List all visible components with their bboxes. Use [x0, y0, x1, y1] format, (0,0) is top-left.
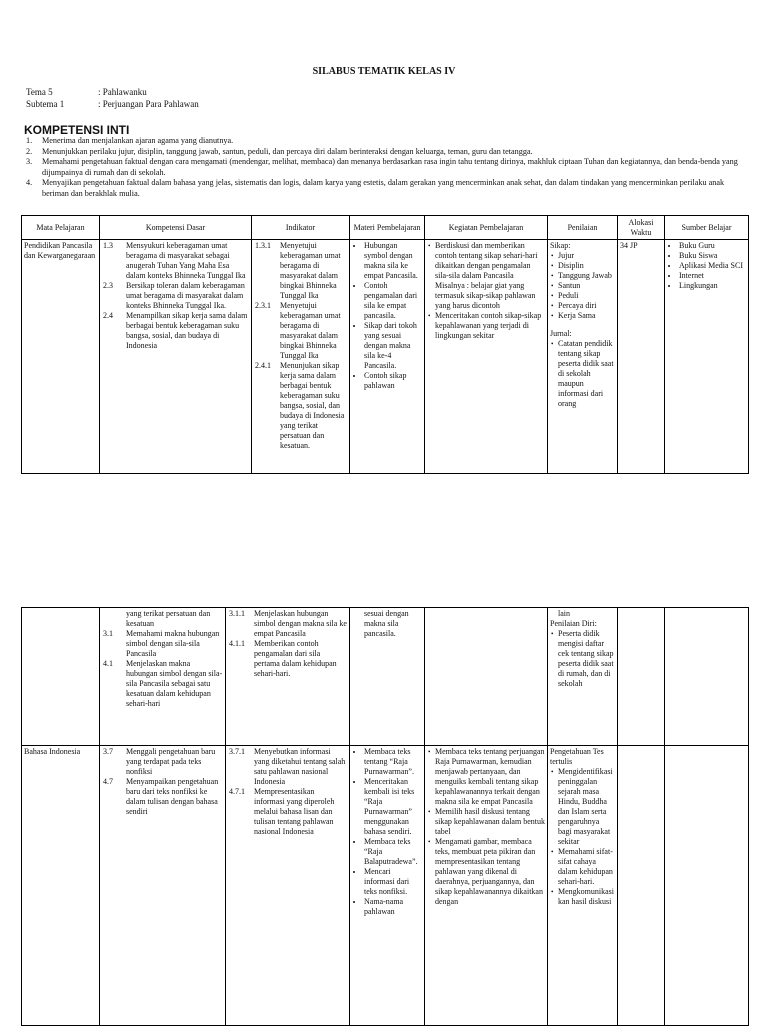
cell-kegiatan: [425, 746, 548, 1026]
header-sumber: Sumber Belajar: [665, 216, 749, 240]
cell-mapel: [22, 608, 100, 746]
ki-text: Memahami pengetahuan faktual dengan cara mengamati (mendengar, melihat, membaca) dan menanya berdasarkan rasa ingin tahu tentang dirinya, makhluk ciptaan Tuhan dan kegiatannya, dan benda-benda yang dijumpainya di rumah dan di sekolah.: [42, 157, 738, 177]
cell-materi: [350, 746, 425, 1026]
sumber-item: • Buku Siswa: [679, 251, 746, 261]
meta-tema: [26, 87, 147, 97]
penilaian-diri-label: Penilaian Diri:: [550, 619, 597, 628]
indikator-item: [254, 301, 347, 361]
ki-text: Menerima dan menjalankan ajaran agama yang dianutnya.: [42, 136, 234, 145]
header-kompetensi-dasar: Kompetensi Dasar: [100, 216, 252, 240]
cell-penilaian: [548, 746, 618, 1026]
materi-item: • Hubungan symbol dengan makna sila ke empat Pancasila.: [364, 241, 422, 281]
materi-item: • Menceritakan kembali isi teks “Raja Purnawarman” menggunakan bahasa sendiri.: [364, 777, 422, 837]
sumber-item: • Buku Guru: [679, 241, 746, 251]
indikator-code: 2.4.1: [255, 361, 271, 370]
cell-alokasi: [618, 608, 665, 746]
kegiatan-item: • Berdiskusi dan memberikan contoh tentang sikap sehari-hari dikaitkan dengan pengamalan sila-sila dalam Pancasila Misalnya : belajar giat yang termasuk sikap-sikap pahlawan yang harus dicontoh: [435, 241, 545, 311]
kd-item: [102, 311, 249, 351]
ki-list: [26, 136, 744, 199]
header-indikator: Indikator: [252, 216, 350, 240]
header-penilaian: Penilaian: [548, 216, 618, 240]
indikator-text: Menjelaskan hubungan simbol dengan makna sila ke empat Pancasila: [254, 609, 347, 638]
penilaian-jurnal-list: [550, 339, 615, 409]
indikator-item: [228, 609, 347, 639]
meta-subtema: [26, 99, 199, 109]
penilaian-item: • Mengkomunikasikan hasil diskusi: [558, 887, 615, 907]
sumber-item: • Lingkungan: [679, 281, 746, 291]
cell-kd: [100, 608, 226, 746]
silabus-table-page-2: [21, 607, 749, 1026]
kegiatan-item: • Membaca teks tentang perjuangan Raja Purnawarman, kemudian menjawab pertanyaan, dan menguiks kembali tentang sikap kepahlawanannya terkait dengan makna sila ke empat Pancasila: [435, 747, 545, 807]
ki-number: 4.: [26, 178, 33, 187]
indikator-code: 3.1.1: [229, 609, 245, 618]
header-mata-pelajaran: Mata Pelajaran: [22, 216, 100, 240]
kd-code: 1.3: [103, 241, 113, 250]
kd-continued: yang terikat persatuan dan kesatuan: [126, 609, 211, 628]
cell-kd: [100, 746, 226, 1026]
indikator-code: 3.7.1: [229, 747, 245, 756]
meta-subtema-value: : Perjuangan Para Pahlawan: [98, 99, 199, 109]
kd-item: [102, 241, 249, 281]
kd-text: Menjelaskan makna hubungan simbol dengan sila-sila Pancasila sebagai satu kesatuan dalam kehidupan sehari-hari: [126, 659, 223, 708]
materi-item: • Contoh pengamalan dari sila ke empat pancasila.: [364, 281, 422, 321]
kd-code: 3.1: [103, 629, 113, 638]
materi-item: • Membaca teks “Raja Balaputradewa”.: [364, 837, 422, 867]
table-row-bahasa-indonesia: [22, 746, 749, 1026]
cell-alokasi: [618, 746, 665, 1026]
materi-list: [352, 241, 422, 391]
ki-item: [26, 178, 744, 199]
penilaian-pengetahuan-label: Pengetahuan Tes tertulis: [550, 747, 604, 766]
cell-indikator: [252, 240, 350, 474]
indikator-text: Mempresentasikan informasi yang diperoleh melalui bahasa lisan dan tulisan tentang pahlawan nasional Indonesia: [254, 787, 335, 836]
table-row-ppkn-cont: [22, 608, 749, 746]
penilaian-item: • Tanggung Jawab: [558, 271, 615, 281]
kd-text: Menggali pengetahuan baru yang terdapat pada teks nonfiksi: [126, 747, 216, 776]
cell-indikator: [226, 746, 350, 1026]
materi-item: • Sikap dari tokoh yang sesuai dengan makna sila ke-4 Pancasila.: [364, 321, 422, 371]
kd-code: 3.7: [103, 747, 113, 756]
penilaian-item: • Catatan pendidik tentang sikap peserta didik saat di sekolah maupun informasi dari orang: [558, 339, 615, 409]
kd-item: [102, 777, 223, 817]
kd-item: [102, 659, 223, 709]
ki-heading: KOMPETENSI INTI: [24, 123, 130, 137]
ki-item: [26, 136, 744, 147]
materi-item: • Contoh sikap pahlawan: [364, 371, 422, 391]
kegiatan-list: [427, 747, 545, 907]
meta-tema-value: : Pahlawanku: [98, 87, 147, 97]
materi-item: • Mencari informasi dari teks nonfiksi.: [364, 867, 422, 897]
cell-sumber: [665, 746, 749, 1026]
cell-kd: [100, 240, 252, 474]
ki-number: 2.: [26, 146, 33, 156]
materi-item: • Nama-nama pahlawan: [364, 897, 422, 917]
cell-indikator: [226, 608, 350, 746]
kegiatan-item: • Mengamati gambar, membaca teks, membuat peta pikiran dan mempresentasikan tentang pahlawan yang dikenal di daerahnya, perjuangannya, dan sikap kepahlawanannya dikaitkan dengan: [435, 837, 545, 907]
materi-list: [352, 747, 422, 917]
indikator-text: Menyebutkan informasi yang diketahui tentang salah satu pahlawan nasional Indonesia: [254, 747, 346, 786]
table-header-row: [22, 216, 749, 240]
penilaian-item: • Peduli: [558, 291, 615, 301]
kd-text: Bersikap toleran dalam keberagaman umat beragama di masyarakat dalam konteks Bhinneka Tunggal Ika.: [126, 281, 245, 310]
kegiatan-item: • Memilih hasil diskusi tentang sikap kepahlawanan dalam bentuk tabel: [435, 807, 545, 837]
ki-item: [26, 147, 744, 158]
penilaian-pengetahuan-list: [550, 767, 615, 907]
indikator-text: Memberikan contoh pengamalan dari sila pertama dalam kehidupan sehari-hari.: [254, 639, 337, 678]
penilaian-item: • Jujur: [558, 251, 615, 261]
kd-code: 2.3: [103, 281, 113, 290]
indikator-code: 4.7.1: [229, 787, 245, 796]
penilaian-sikap-label: Sikap:: [550, 241, 571, 250]
kd-text: Memahami makna hubungan simbol dengan sila-sila Pancasila: [126, 629, 220, 658]
meta-subtema-label: Subtema 1: [26, 99, 65, 109]
sumber-item: • Aplikasi Media SCI: [679, 261, 746, 271]
penilaian-item: • Peserta didik mengisi daftar cek tentang sikap peserta didik saat di rumah, dan di sekolah: [558, 629, 615, 689]
cell-materi: [350, 240, 425, 474]
indikator-item: [228, 639, 347, 679]
kd-text: Mensyukuri keberagaman umat beragama di masyarakat sebagai anugerah Tuhan Yang Maha Esa dalam konteks Bhinneka Tunggal Ika: [126, 241, 246, 280]
penilaian-continued: lain: [558, 609, 570, 618]
cell-alokasi: 34 JP: [618, 240, 665, 474]
cell-penilaian: [548, 240, 618, 474]
kd-text: Menyampaikan pengetahuan baru dari teks nonfiksi ke dalam tulisan dengan bahasa sendiri: [126, 777, 219, 816]
indikator-code: 1.3.1: [255, 241, 271, 250]
indikator-text: Menyetujui keberagaman umat beragama di masyarakat dalam bingkai Bhinneka Tunggal Ika: [280, 241, 341, 300]
indikator-text: Menyetujui keberagaman umat beragama di masyarakat dalam bingkai Bhinneka Tunggal Ika: [280, 301, 341, 360]
meta-tema-label: Tema 5: [26, 87, 53, 97]
penilaian-item: • Memahami sifat-sifat cahaya dalam kehidupan sehari-hari.: [558, 847, 615, 887]
kd-code: 4.7: [103, 777, 113, 786]
header-kegiatan: Kegiatan Pembelajaran: [425, 216, 548, 240]
ki-item: [26, 157, 744, 178]
kegiatan-item: • Menceritakan contoh sikap-sikap kepahlawanan yang terjadi di lingkungan sekitar: [435, 311, 545, 341]
kd-code: 4.1: [103, 659, 113, 668]
cell-kegiatan: [425, 608, 548, 746]
penilaian-item: • Santun: [558, 281, 615, 291]
penilaian-jurnal-label: Jurnal:: [550, 329, 572, 338]
document-title: SILABUS TEMATIK KELAS IV: [312, 66, 456, 77]
indikator-item: [228, 747, 347, 787]
ki-text: Menyajikan pengetahuan faktual dalam bahasa yang jelas, sistematis dan logis, dalam karya yang estetis, dalam gerakan yang mencerminkan anak sehat, dan dalam tindakan yang mencerminkan perilaku anak beriman dan berakhlak mulia.: [42, 178, 725, 198]
silabus-table-page-1: [21, 215, 749, 474]
kd-item: [102, 747, 223, 777]
ki-number: 3.: [26, 157, 33, 166]
penilaian-diri-list: [550, 629, 615, 689]
table-row-ppkn: [22, 240, 749, 474]
penilaian-item: • Percaya diri: [558, 301, 615, 311]
ki-text: Menunjukkan perilaku jujur, disiplin, tanggung jawab, santun, peduli, dan percaya diri dalam berinteraksi dengan keluarga, teman, guru dan tetangga.: [42, 146, 533, 156]
penilaian-sikap-list: [550, 251, 615, 321]
indikator-item: [228, 787, 347, 837]
penilaian-item: • Disiplin: [558, 261, 615, 271]
cell-kegiatan: [425, 240, 548, 474]
indikator-code: 2.3.1: [255, 301, 271, 310]
indikator-code: 4.1.1: [229, 639, 245, 648]
kd-item: [102, 629, 223, 659]
cell-mapel: Bahasa Indonesia: [22, 746, 100, 1026]
cell-mapel: Pendidikan Pancasila dan Kewarganegaraan: [22, 240, 100, 474]
ki-number: 1.: [26, 136, 33, 145]
cell-materi: [350, 608, 425, 746]
materi-item: • Membaca teks tentang “Raja Purnawarman”.: [364, 747, 422, 777]
indikator-text: Menunjukan sikap kerja sama dalam berbagai bentuk keberagaman suku bangsa, sosial, dan budaya di Indonesia yang terikat persatuan dan kesatuan.: [280, 361, 345, 450]
sumber-list: [667, 241, 746, 291]
indikator-item: [254, 361, 347, 451]
kd-item: [102, 281, 249, 311]
header-materi: Materi Pembelajaran: [350, 216, 425, 240]
indikator-item: [254, 241, 347, 301]
kegiatan-list: [427, 241, 545, 341]
cell-sumber: [665, 240, 749, 474]
cell-sumber: [665, 608, 749, 746]
header-alokasi: Alokasi Waktu: [618, 216, 665, 240]
materi-continued: sesuai dengan makna sila pancasila.: [364, 609, 409, 638]
penilaian-item: • Mengidentifikasi peninggalan sejarah masa Hindu, Buddha dan Islam serta pengaruhnya bagi masyarakat sekitar: [558, 767, 615, 847]
kd-code: 2.4: [103, 311, 113, 320]
cell-penilaian: [548, 608, 618, 746]
kd-text: Menampilkan sikap kerja sama dalam berbagai bentuk keberagaman suku bangsa, sosial, dan budaya di Indonesia: [126, 311, 248, 350]
sumber-item: • Internet: [679, 271, 746, 281]
penilaian-item: • Kerja Sama: [558, 311, 615, 321]
